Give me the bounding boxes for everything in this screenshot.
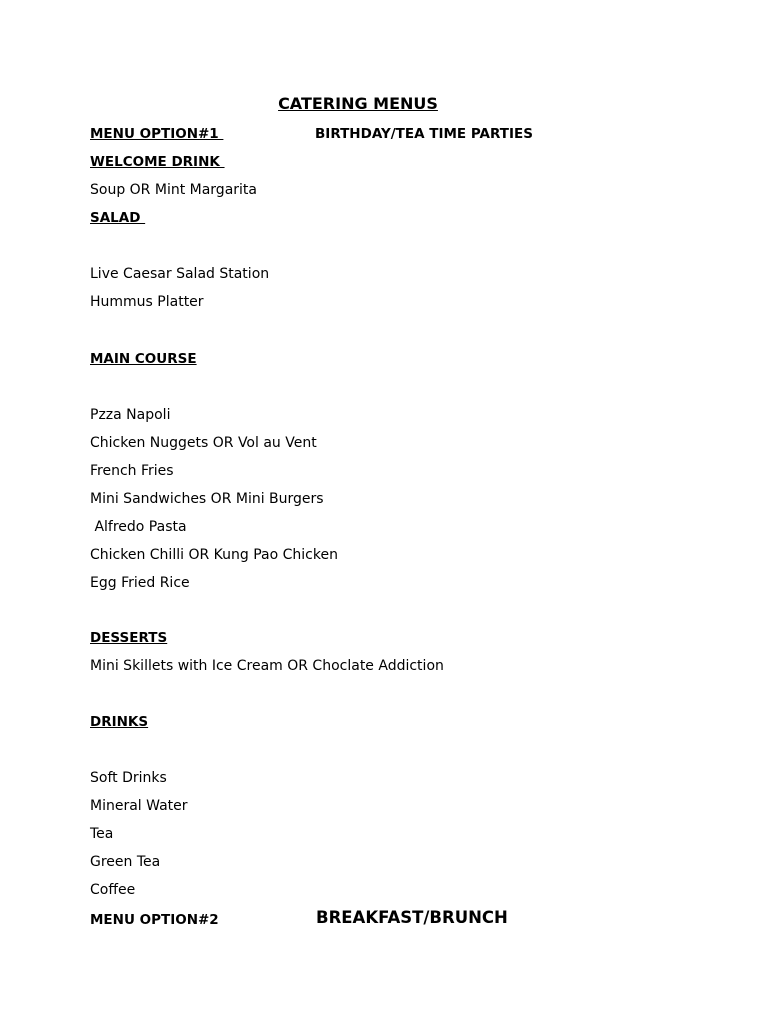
drinks-heading: DRINKS xyxy=(90,714,149,730)
main-course-item: Chicken Chilli OR Kung Pao Chicken xyxy=(90,547,338,563)
main-course-item: Pzza Napoli xyxy=(90,407,171,423)
salad-heading: SALAD xyxy=(90,210,146,226)
drinks-item: Mineral Water xyxy=(90,798,188,814)
drinks-item: Green Tea xyxy=(90,854,161,870)
menu-option-1-label: MENU OPTION#1 xyxy=(90,126,224,142)
page-title: CATERING MENUS xyxy=(278,94,438,113)
main-course-item: Egg Fried Rice xyxy=(90,575,190,591)
drinks-item: Tea xyxy=(90,826,114,842)
menu-option-2-label: MENU OPTION#2 xyxy=(90,912,219,928)
desserts-heading: DESSERTS xyxy=(90,630,168,646)
welcome-drink-item: Soup OR Mint Margarita xyxy=(90,182,257,198)
main-course-heading: MAIN COURSE xyxy=(90,351,197,367)
menu-option-1-subtitle: BIRTHDAY/TEA TIME PARTIES xyxy=(315,126,533,142)
welcome-drink-heading: WELCOME DRINK xyxy=(90,154,225,170)
main-course-item: French Fries xyxy=(90,463,174,479)
salad-item: Hummus Platter xyxy=(90,294,204,310)
main-course-item: Mini Sandwiches OR Mini Burgers xyxy=(90,491,324,507)
drinks-item: Coffee xyxy=(90,882,136,898)
salad-item: Live Caesar Salad Station xyxy=(90,266,270,282)
main-course-item: Alfredo Pasta xyxy=(90,519,187,535)
main-course-item: Chicken Nuggets OR Vol au Vent xyxy=(90,435,317,451)
desserts-item: Mini Skillets with Ice Cream OR Choclate Addiction xyxy=(90,658,444,674)
drinks-item: Soft Drinks xyxy=(90,770,167,786)
menu-option-2-subtitle: BREAKFAST/BRUNCH xyxy=(316,908,508,927)
